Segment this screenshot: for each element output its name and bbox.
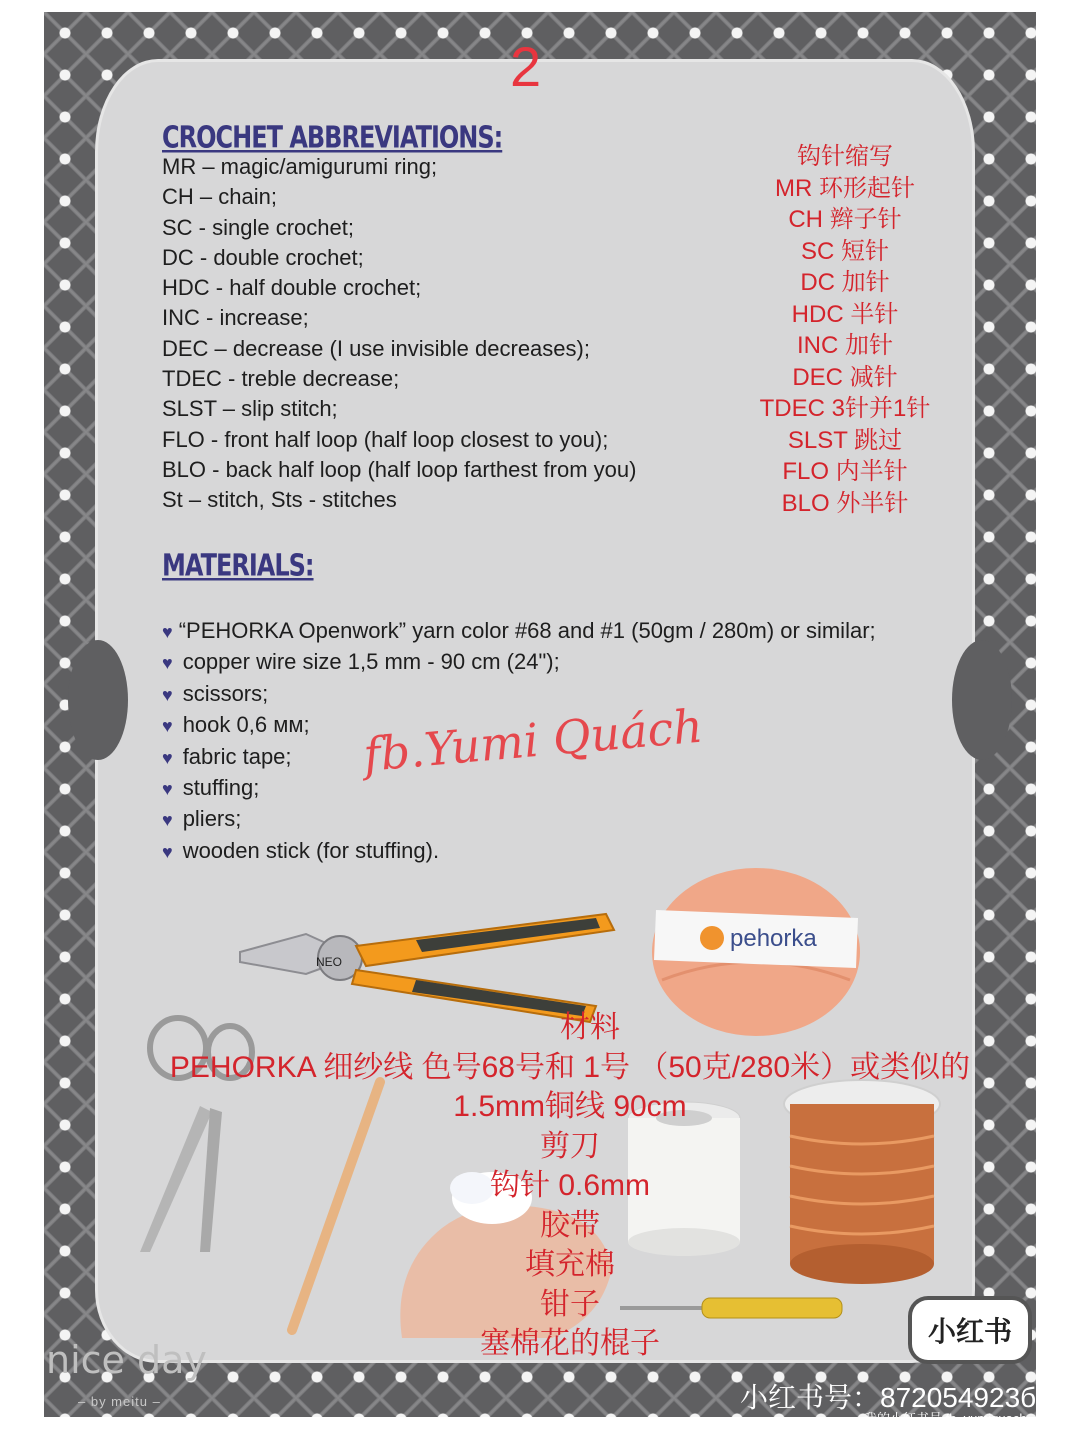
abbreviation-cn-item: HDC 半针 xyxy=(791,300,899,328)
nice-day-watermark: nice day xyxy=(46,1338,207,1382)
material-item: ♥ stuffing; xyxy=(162,775,260,801)
yarn-brand-label: pehorka xyxy=(730,925,817,952)
abbreviations-cn-list xyxy=(720,141,970,519)
material-cn-item: 剪刀 xyxy=(540,1129,600,1163)
abbreviation-item: BLO - back half loop (half loop farthest from you) xyxy=(162,456,637,482)
abbreviation-item: St – stitch, Sts - stitches xyxy=(162,487,397,513)
abbreviation-cn-item: FLO 内半针 xyxy=(782,458,908,485)
abbreviation-item: INC - increase; xyxy=(162,305,309,331)
abbreviation-cn-item: SLST 跳过 xyxy=(787,426,903,454)
material-item: ♥ copper wire size 1,5 mm - 90 cm (24"); xyxy=(162,649,560,675)
abbreviation-item: TDEC - treble decrease; xyxy=(162,366,400,392)
abbreviation-item: HDC - half double crochet; xyxy=(162,275,422,301)
xiaohongshu-account-sub: 我的小红书号 fb_yumiquach xyxy=(864,1411,1027,1426)
material-cn-item: 塞棉花的棍子 xyxy=(480,1327,660,1360)
heart-bullet-icon: ♥ xyxy=(162,653,173,674)
abbreviation-item: CH – chain; xyxy=(162,184,277,210)
abbreviation-item: MR – magic/amigurumi ring; xyxy=(162,154,438,179)
abbreviation-cn-item: BLO 外半针 xyxy=(781,489,909,517)
abbreviation-cn-item: SC 短针 xyxy=(800,237,889,265)
abbreviation-cn-item: 钩针缩写 xyxy=(797,143,893,170)
abbreviation-item: SLST – slip stitch; xyxy=(162,396,338,422)
heart-bullet-icon: ♥ xyxy=(162,841,173,862)
abbreviation-cn-item: INC 加针 xyxy=(797,332,893,359)
abbreviation-cn-item: DEC 减针 xyxy=(792,363,898,391)
material-cn-item: PEHORKA 细纱线 色号68号和 1号 （50克/280米）或类似的 xyxy=(169,1050,971,1084)
abbreviation-cn-item: DC 加针 xyxy=(800,269,890,296)
material-cn-item: 材料 xyxy=(560,1011,620,1044)
author-signature: fb.Yumi Quách xyxy=(361,698,705,782)
heart-bullet-icon: ♥ xyxy=(162,747,173,768)
material-item: ♥ hook 0,6 мм; xyxy=(162,712,310,738)
material-item: ♥ scissors; xyxy=(162,680,269,706)
page-number: 2 xyxy=(510,35,542,98)
card-notch-right xyxy=(952,640,1012,760)
xiaohongshu-logo-badge: 小红书 xyxy=(912,1300,1028,1360)
abbreviation-item: DC - double crochet; xyxy=(162,244,364,270)
material-cn-item: 胶带 xyxy=(540,1208,600,1242)
abbreviation-item: FLO - front half loop (half loop closest to you); xyxy=(162,426,609,452)
heart-bullet-icon: ♥ xyxy=(162,716,173,737)
material-item: ♥ fabric tape; xyxy=(162,743,292,769)
abbreviations-heading: CROCHET ABBREVIATIONS: xyxy=(162,120,503,155)
card-notch-left xyxy=(68,640,128,760)
abbreviation-item: SC - single crochet; xyxy=(162,214,354,240)
abbreviations-list xyxy=(162,152,636,516)
materials-cn-list xyxy=(120,1008,1020,1364)
abbreviation-cn-item: MR 环形起针 xyxy=(775,174,915,202)
abbreviation-cn-item: TDEC 3针并1针 xyxy=(759,395,931,422)
material-item: ♥ wooden stick (for stuffing). xyxy=(162,837,440,863)
material-item: ♥ pliers; xyxy=(162,806,242,832)
material-cn-item: 1.5mm铜线 90cm xyxy=(453,1090,687,1123)
meitu-watermark: – by meitu – xyxy=(78,1394,161,1409)
heart-bullet-icon: ♥ xyxy=(162,622,173,642)
material-cn-item: 钳子 xyxy=(540,1287,600,1321)
material-item: ♥ “PEHORKA Openwork” yarn color #68 and #1 (50gm / 280m) or similar; xyxy=(162,618,876,643)
heart-bullet-icon: ♥ xyxy=(162,684,173,705)
abbreviation-cn-item: CH 辫子针 xyxy=(788,206,902,233)
heart-bullet-icon: ♥ xyxy=(162,810,173,831)
heart-bullet-icon: ♥ xyxy=(162,779,173,800)
xiaohongshu-account-id: 小红书号：872054923б xyxy=(740,1382,1037,1413)
pliers-brand-label: NEO xyxy=(316,955,343,969)
materials-heading: MATERIALS: xyxy=(162,548,314,583)
material-cn-item: 填充棉 xyxy=(525,1248,615,1281)
abbreviation-item: DEC – decrease (I use invisible decreases); xyxy=(162,335,590,361)
material-cn-item: 钩针 0.6mm xyxy=(489,1169,651,1202)
